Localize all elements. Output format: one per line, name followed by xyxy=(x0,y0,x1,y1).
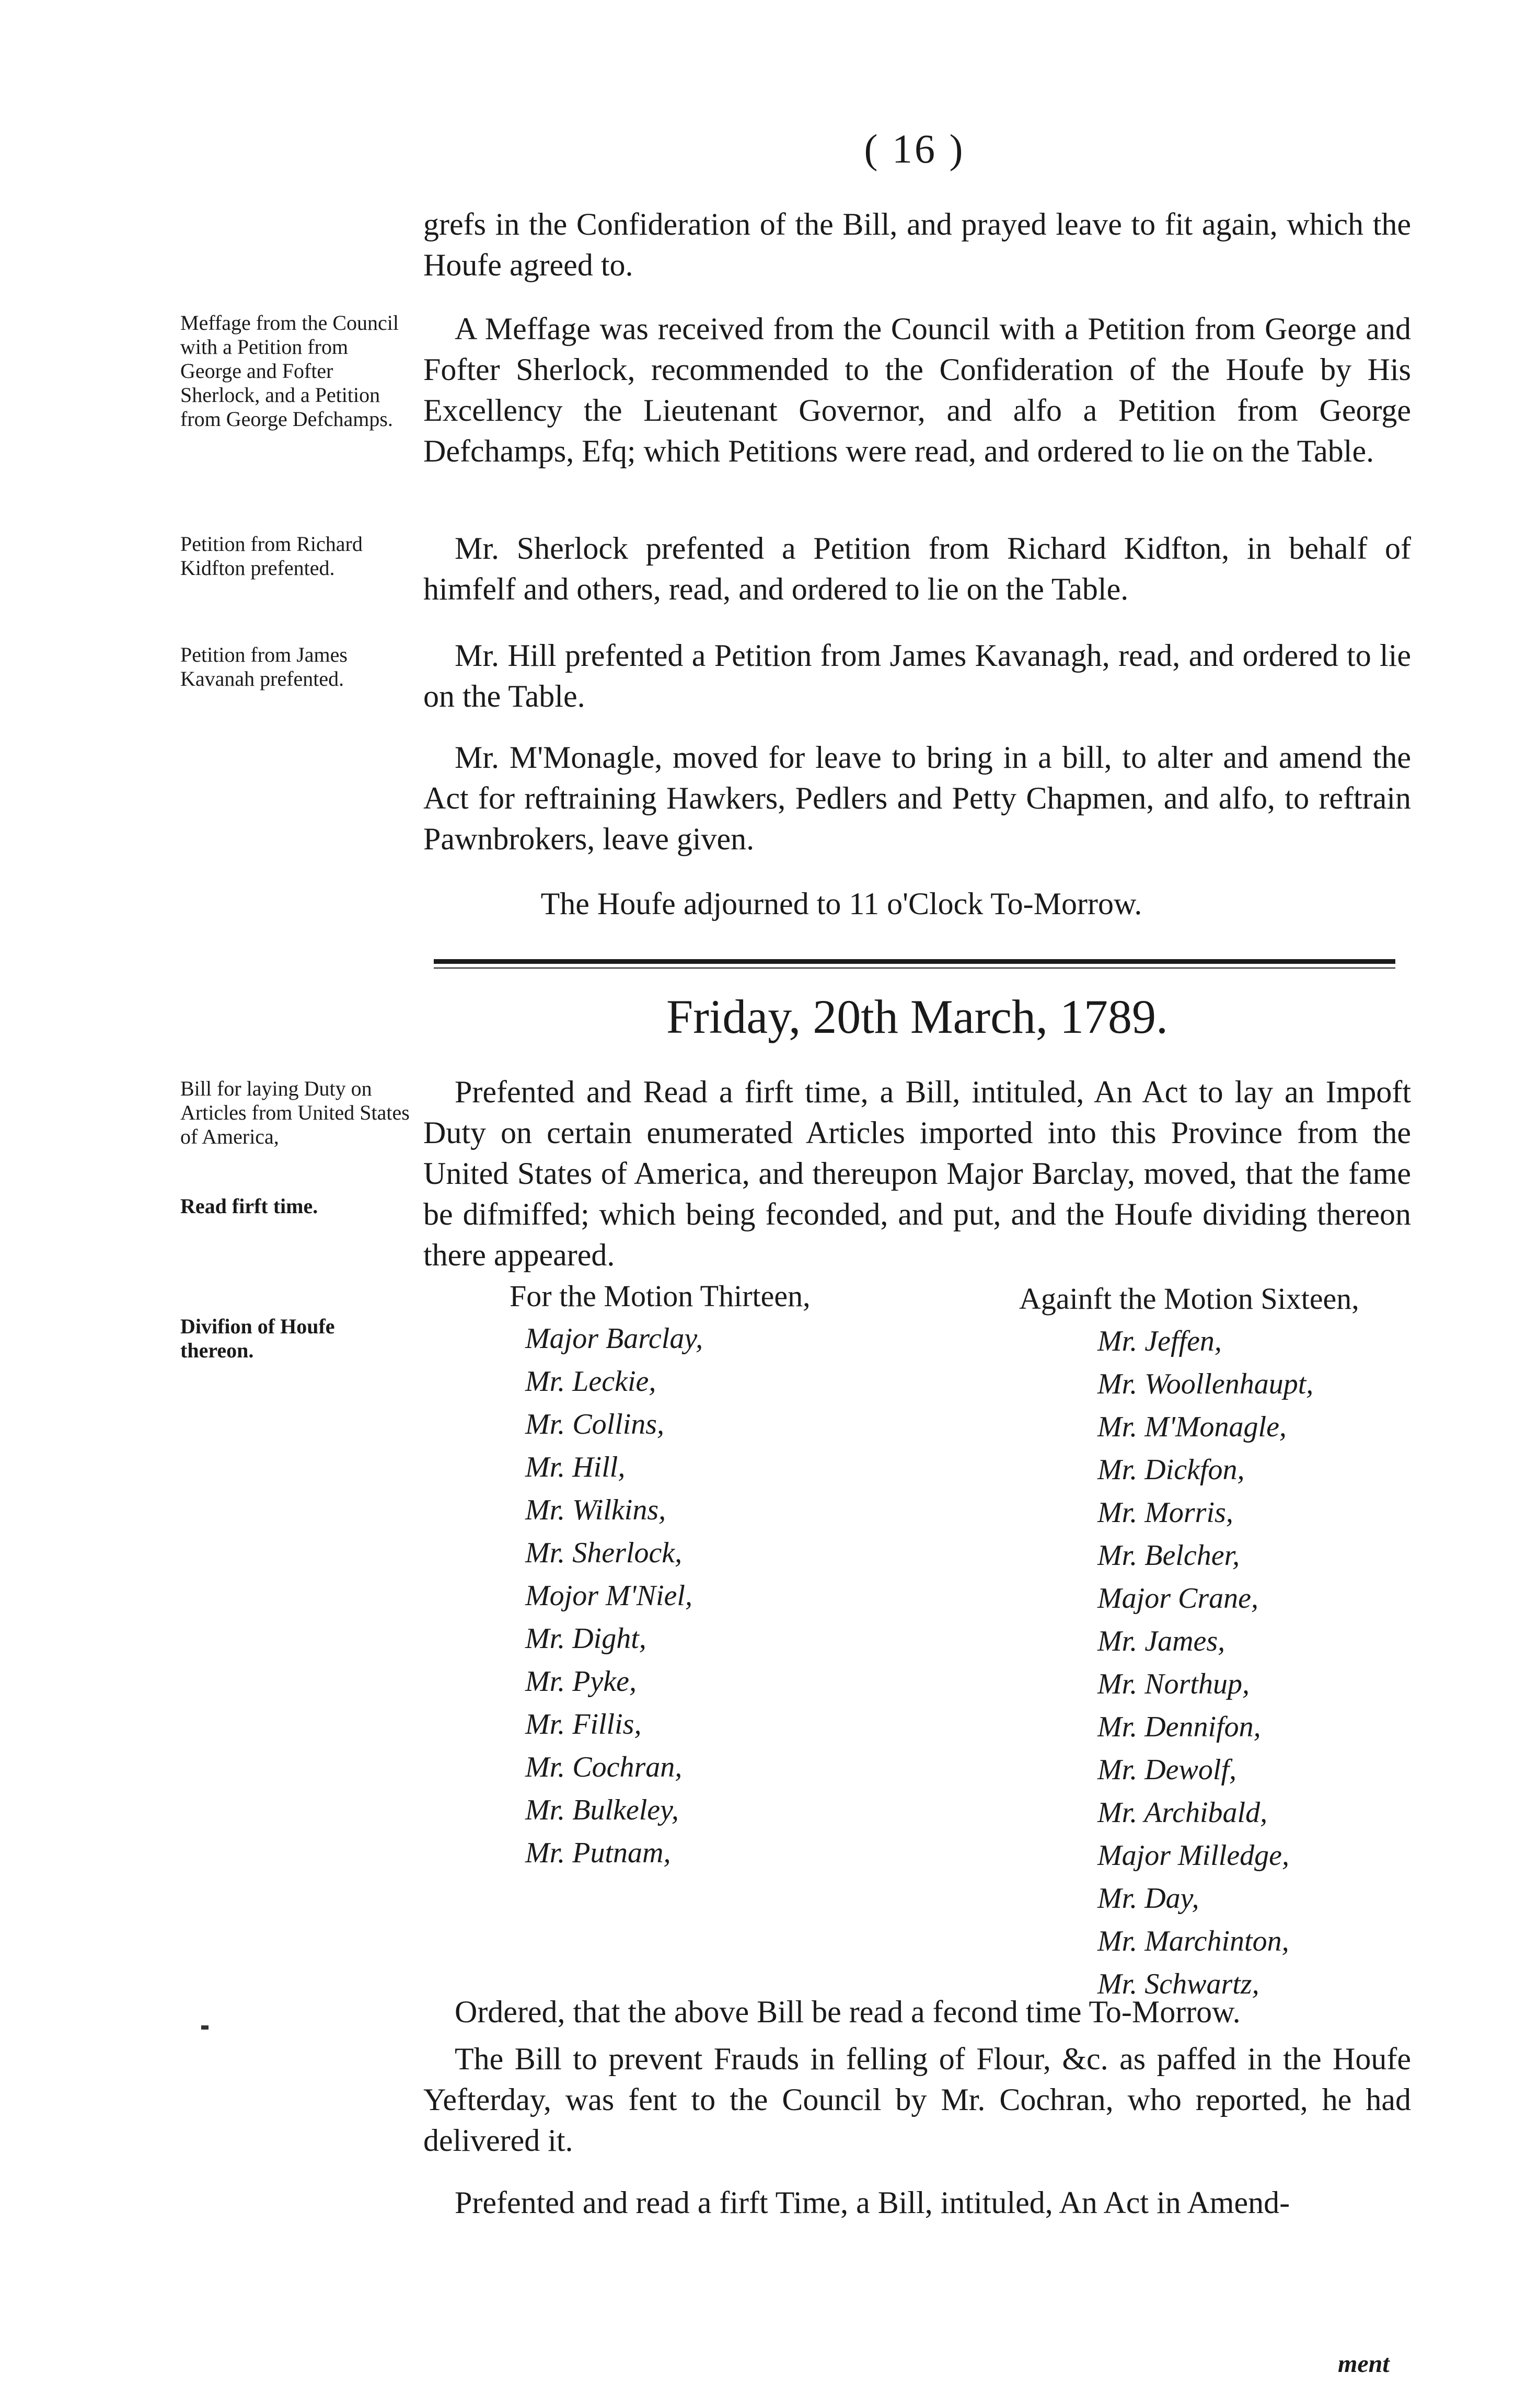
for-member: Mr. Putnam, xyxy=(525,1837,671,1869)
for-member: Mr. Cochran, xyxy=(525,1751,683,1783)
margin-note-impost-bill: Bill for laying Duty on Articles from United States of America, xyxy=(180,1077,410,1148)
date-heading: Friday, 20th March, 1789. xyxy=(666,990,1168,1043)
paragraph-amendment-bill: Prefented and read a firft Time, a Bill, intituled, An Act in Amend- xyxy=(455,2185,1290,2220)
for-member: Mr. Hill, xyxy=(525,1451,626,1483)
against-member: Mr. Dewolf, xyxy=(1097,1754,1236,1786)
against-member: Mr. Northup, xyxy=(1097,1668,1250,1700)
against-member: Mr. Day, xyxy=(1097,1882,1199,1915)
for-member: Mr. Fillis, xyxy=(525,1708,642,1741)
paragraph-adjourned: The Houfe adjourned to 11 o'Clock To-Morrow. xyxy=(540,886,1142,921)
against-member: Mr. Dickfon, xyxy=(1097,1454,1245,1486)
against-member: Mr. M'Monagle, xyxy=(1097,1411,1287,1443)
against-motion-list xyxy=(1097,1320,1313,2006)
for-member: Mr. Collins, xyxy=(525,1408,665,1441)
for-member: Mr. Wilkins, xyxy=(525,1494,666,1526)
margin-note-read-first: Read firft time. xyxy=(180,1194,318,1218)
section-rule xyxy=(434,959,1395,964)
against-member: Major Crane, xyxy=(1097,1582,1258,1615)
for-motion-heading: For the Motion Thirteen, xyxy=(510,1279,811,1313)
against-member: Mr. Belcher, xyxy=(1097,1539,1240,1572)
against-member: Major Milledge, xyxy=(1097,1839,1290,1872)
paragraph-impost-bill: Prefented and Read a firft time, a Bill, intituled, An Act to lay an Impoft Duty on certain enumerated Articles imported into this Province from the United States of America, and thereupon Major Barclay, moved, that the fame be difmiffed; which being feconded, and put, and the Houfe dividing thereon there appeared. xyxy=(423,1075,1411,1272)
for-motion-list xyxy=(525,1317,703,1874)
against-member: Mr. Schwartz, xyxy=(1097,1968,1259,2000)
against-member: Mr. Marchinton, xyxy=(1097,1925,1289,1957)
paragraph-hawkers-bill: Mr. M'Monagle, moved for leave to bring in a bill, to alter and amend the Act for reftraining Hawkers, Pedlers and Petty Chapmen, and alfo, to reftrain Pawnbrokers, leave given. xyxy=(423,740,1411,856)
margin-note-division: Divifion of Houfe thereon. xyxy=(180,1315,335,1362)
against-member: Mr. Jeffen, xyxy=(1097,1325,1222,1357)
paragraph-ordered: Ordered, that the above Bill be read a fecond time To-Morrow. xyxy=(455,1995,1241,2029)
catchword: ment xyxy=(1338,2350,1390,2378)
margin-note-message: Meffage from the Council with a Petition from George and Fofter Sherlock, and a Petition from George Defchamps. xyxy=(180,311,399,431)
margin-note-kavanah: Petition from James Kavanah prefented. xyxy=(180,643,348,690)
ink-mark xyxy=(201,2025,209,2030)
against-member: Mr. Morris, xyxy=(1097,1496,1233,1529)
paragraph-kidston-petition: Mr. Sherlock prefented a Petition from Richard Kidfton, in behalf of himfelf and others, read, and ordered to lie on the Table. xyxy=(423,531,1411,606)
for-member: Major Barclay, xyxy=(525,1322,703,1355)
for-member: Mojor M'Niel, xyxy=(525,1580,692,1612)
for-member: Mr. Pyke, xyxy=(525,1665,637,1698)
against-member: Mr. Archibald, xyxy=(1097,1796,1268,1829)
for-member: Mr. Dight, xyxy=(525,1622,646,1655)
margin-note-kidston: Petition from Richard Kidfton prefented. xyxy=(180,532,363,580)
for-member: Mr. Bulkeley, xyxy=(525,1794,679,1826)
page-number: ( 16 ) xyxy=(864,126,965,171)
against-member: Mr. Woollenhaupt, xyxy=(1097,1368,1314,1400)
against-member: Mr. James, xyxy=(1097,1625,1225,1657)
paragraph-kavanagh-petition: Mr. Hill prefented a Petition from James Kavanagh, read, and ordered to lie on the Table. xyxy=(423,638,1411,713)
section-rule-thin xyxy=(434,967,1395,969)
against-motion-heading: Againft the Motion Sixteen, xyxy=(1019,1282,1359,1316)
for-member: Mr. Sherlock, xyxy=(525,1537,683,1569)
paragraph-continued: grefs in the Confideration of the Bill, and prayed leave to fit again, which the Houfe agreed to. xyxy=(423,207,1411,282)
paragraph-message: A Meffage was received from the Council with a Petition from George and Fofter Sherlock, recommended to the Confideration of the Houfe by His Excellency the Lieutenant Governor, and alfo a Petition from George Defchamps, Efq; which Petitions were read, and ordered to lie on the Table. xyxy=(423,312,1411,468)
paragraph-flour-bill: The Bill to prevent Frauds in felling of Flour, &c. as paffed in the Houfe Yefterday, was fent to the Council by Mr. Cochran, who reported, he had delivered it. xyxy=(423,2042,1411,2158)
for-member: Mr. Leckie, xyxy=(525,1365,656,1398)
against-member: Mr. Dennifon, xyxy=(1097,1711,1261,1743)
